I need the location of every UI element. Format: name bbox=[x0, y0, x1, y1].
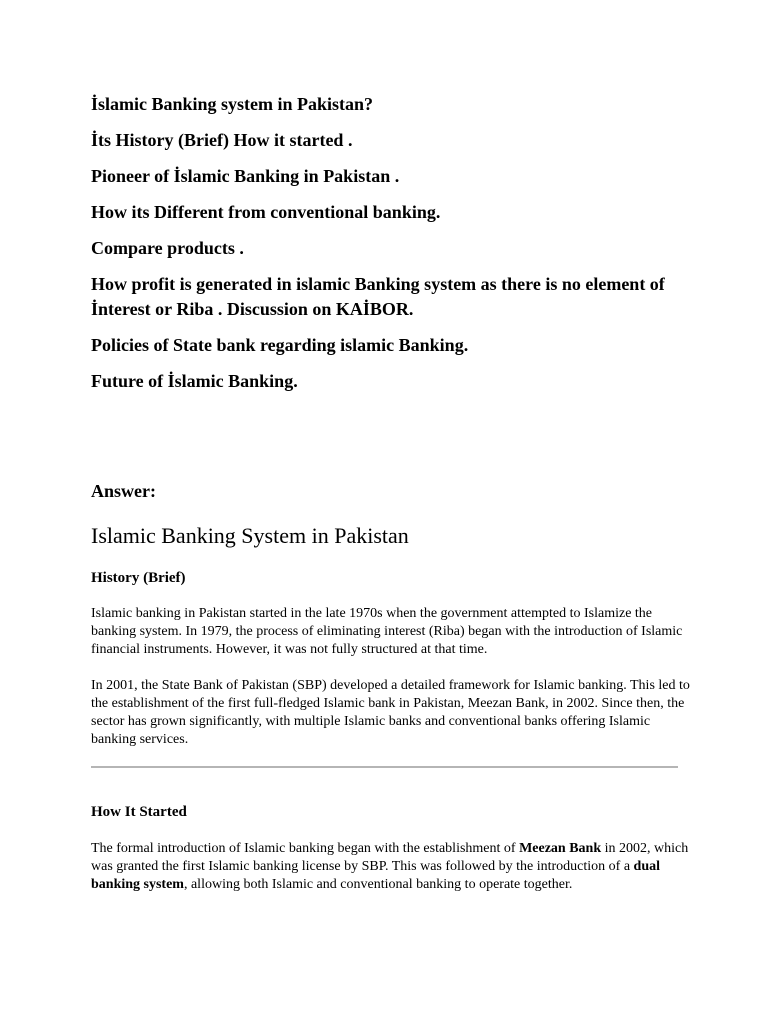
question-item: How its Different from conventional banking. bbox=[91, 202, 441, 222]
page-title: Islamic Banking System in Pakistan bbox=[91, 523, 409, 548]
answer-label: Answer: bbox=[91, 481, 156, 501]
section-divider bbox=[91, 766, 678, 768]
bold-meezan-bank: Meezan Bank bbox=[519, 841, 602, 856]
question-item: Compare products . bbox=[91, 238, 244, 258]
question-item: Future of İslamic Banking. bbox=[91, 371, 298, 391]
history-paragraph-2: In 2001, the State Bank of Pakistan (SBP) developed a detailed framework for Islamic banking. This led to the establishment of the first full-fledged Islamic bank in Pakistan, Meezan Bank, in 2002. Since then, the sector has grown significantly, with multiple Islamic banks and conventional banks offering Islamic banking services. bbox=[91, 678, 690, 747]
paragraph-text: , allowing both Islamic and conventional banking to operate together. bbox=[183, 877, 573, 892]
history-paragraph-1: Islamic banking in Pakistan started in the late 1970s when the government attempted to Islamize the banking system. In 1979, the process of eliminating interest (Riba) began with the introduction of Islamic financial instruments. However, it was not fully structured at that time. bbox=[91, 606, 683, 657]
question-list bbox=[91, 92, 691, 405]
paragraph-text: in 2002, which was granted the first Islamic banking license by SBP. This was followed by the introduction of a bbox=[91, 841, 689, 874]
question-item: Pioneer of İslamic Banking in Pakistan . bbox=[91, 166, 400, 186]
question-item: İslamic Banking system in Pakistan? bbox=[91, 94, 374, 114]
question-item: Policies of State bank regarding islamic Banking. bbox=[91, 335, 469, 355]
how-it-started-paragraph bbox=[91, 840, 691, 894]
paragraph-text: The formal introduction of Islamic banking began with the establishment of bbox=[91, 841, 520, 856]
history-heading: History (Brief) bbox=[91, 570, 186, 586]
question-item: İts History (Brief) How it started . bbox=[91, 130, 353, 150]
how-it-started-heading: How It Started bbox=[91, 804, 187, 820]
bold-dual-banking-system: dual banking system bbox=[91, 859, 661, 892]
question-item: How profit is generated in islamic Banking system as there is no element of İnterest or Riba . Discussion on KAİBOR. bbox=[91, 274, 665, 319]
